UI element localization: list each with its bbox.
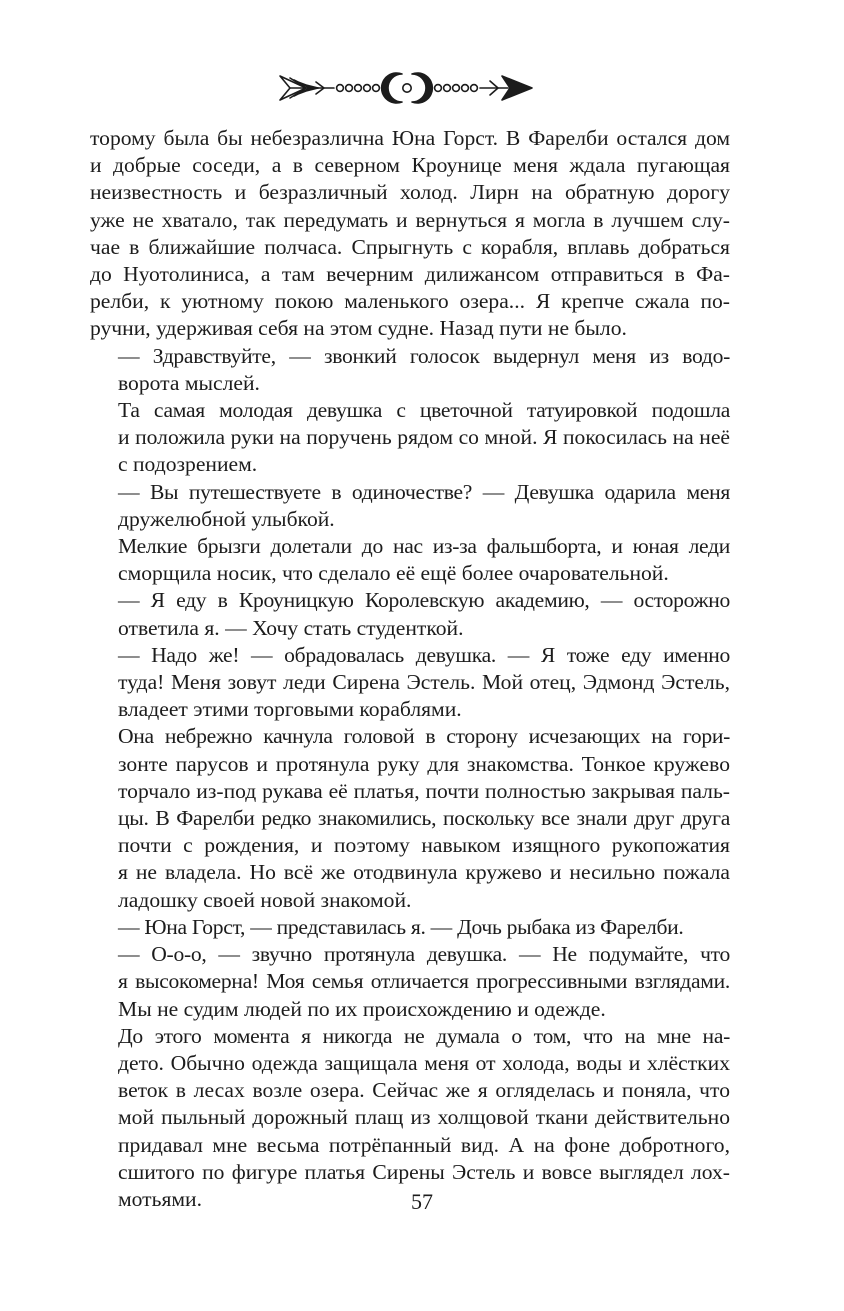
text-line: до Нуотолиниса, а там вечерним дилижансом отправиться в Фа- [90, 262, 730, 287]
arrow-fletching-icon [280, 76, 334, 100]
text-line: — Вы путешествуете в одиночестве? — Девушка одарила меня [118, 479, 730, 504]
text-line: неизвестность и безразличный холод. Лирн на обратную дорогу [90, 180, 730, 205]
text-line: и добрые соседи, а в северном Кроунице меня ждала пугающая [90, 153, 730, 178]
paragraph [90, 533, 730, 587]
text-line: ворота мыслей. [118, 370, 260, 395]
bead-chain-right-icon [435, 85, 478, 92]
paragraph [90, 343, 730, 397]
text-line: Она небрежно качнула головой в сторону исчезающих на гори- [118, 724, 730, 749]
text-line: сморщила носик, что сделало её ещё более очаровательной. [118, 561, 669, 586]
text-line: веток в лесах возле озера. Сейчас же я огляделась и поняла, что [118, 1078, 730, 1103]
arrow-head-icon [480, 76, 532, 100]
text-line: дружелюбной улыбкой. [118, 506, 335, 531]
text-line: туда! Меня зовут леди Сирена Эстель. Мой отец, Эдмонд Эстель, [118, 670, 730, 695]
body-text [90, 125, 730, 1213]
text-line: почти с рождения, и поэтому навыком изящного рукопожатия [118, 833, 730, 858]
text-line: дето. Обычно одежда защищала меня от холода, воды и хлёстких [118, 1050, 730, 1075]
text-line: чае в ближайшие полчаса. Спрыгнуть с корабля, вплавь добраться [90, 234, 730, 259]
text-line: сшитого по фигуре платья Сирены Эстель и вовсе выглядел лох- [118, 1159, 730, 1184]
text-line: — Здравствуйте, — звонкий голосок выдернул меня из водо- [118, 343, 730, 368]
paragraph [90, 642, 730, 724]
bead-chain-left-icon [337, 85, 380, 92]
text-line: с подозрением. [118, 452, 258, 477]
text-line: я высокомерна! Моя семья отличается прогрессивными взглядами. [118, 969, 730, 994]
paragraph [90, 397, 730, 479]
paragraph [90, 723, 730, 913]
text-line: релби, к уютному покою маленького озера... Я крепче сжала по- [90, 289, 730, 314]
text-line: владеет этими торговыми кораблями. [118, 697, 462, 722]
text-line: зонте парусов и протянула руку для знакомства. Тонкое кружево [118, 751, 730, 776]
text-line: я не владела. Но всё же отодвинула кружево и несильно пожала [118, 860, 730, 885]
paragraph [90, 1023, 730, 1213]
text-line: придавал мне весьма потрёпанный вид. А на фоне добротного, [118, 1132, 730, 1157]
text-line: ответила я. — Хочу стать студенткой. [118, 615, 464, 640]
paragraph [90, 125, 730, 343]
text-line: — Я еду в Кроуницкую Королевскую академию, — осторожно [118, 588, 730, 613]
text-line: До этого момента я никогда не думала о том, что на мне на- [118, 1023, 730, 1048]
paragraph [90, 914, 730, 941]
paragraph [90, 479, 730, 533]
paragraph [90, 587, 730, 641]
text-line: ручни, удерживая себя на этом судне. Назад пути не было. [90, 316, 627, 341]
text-line: — О-о-о, — звучно протянула девушка. — Не подумайте, что [118, 942, 730, 967]
text-line: — Юна Горст, — представилась я. — Дочь рыбака из Фарелби. [118, 914, 684, 939]
text-line: цы. В Фарелби редко знакомились, поскольку все знали друг друга [118, 806, 730, 831]
text-line: торому была бы небезразлична Юна Горст. В Фарелби остался дом [90, 126, 730, 150]
page-number: 57 [411, 1189, 433, 1214]
text-line: ладошку своей новой знакомой. [118, 887, 412, 912]
text-line: уже не хватало, так передумать и вернуться я могла в лучшем слу- [90, 207, 730, 232]
text-line: торчало из-под рукава её платья, почти полностью закрывая паль- [118, 778, 730, 803]
text-line: мотьями. [118, 1186, 203, 1211]
paragraph [90, 941, 730, 1023]
text-line: Мы не судим людей по их происхождению и одежде. [118, 996, 606, 1021]
text-line: — Надо же! — обрадовалась девушка. — Я тоже еду именно [118, 642, 730, 667]
crescent-moon-left-icon [382, 73, 402, 103]
crescent-moon-right-icon [412, 73, 432, 103]
ornament-divider [276, 66, 538, 110]
text-line: мой пыльный дорожный плащ из холщовой ткани действительно [118, 1105, 730, 1130]
text-line: и положила руки на поручень рядом со мной. Я покосилась на неё [118, 425, 730, 450]
text-line: Мелкие брызги долетали до нас из-за фальшборта, и юная леди [118, 534, 730, 559]
center-bead-icon [403, 84, 411, 92]
text-line: Та самая молодая девушка с цветочной татуировкой подошла [118, 398, 730, 423]
